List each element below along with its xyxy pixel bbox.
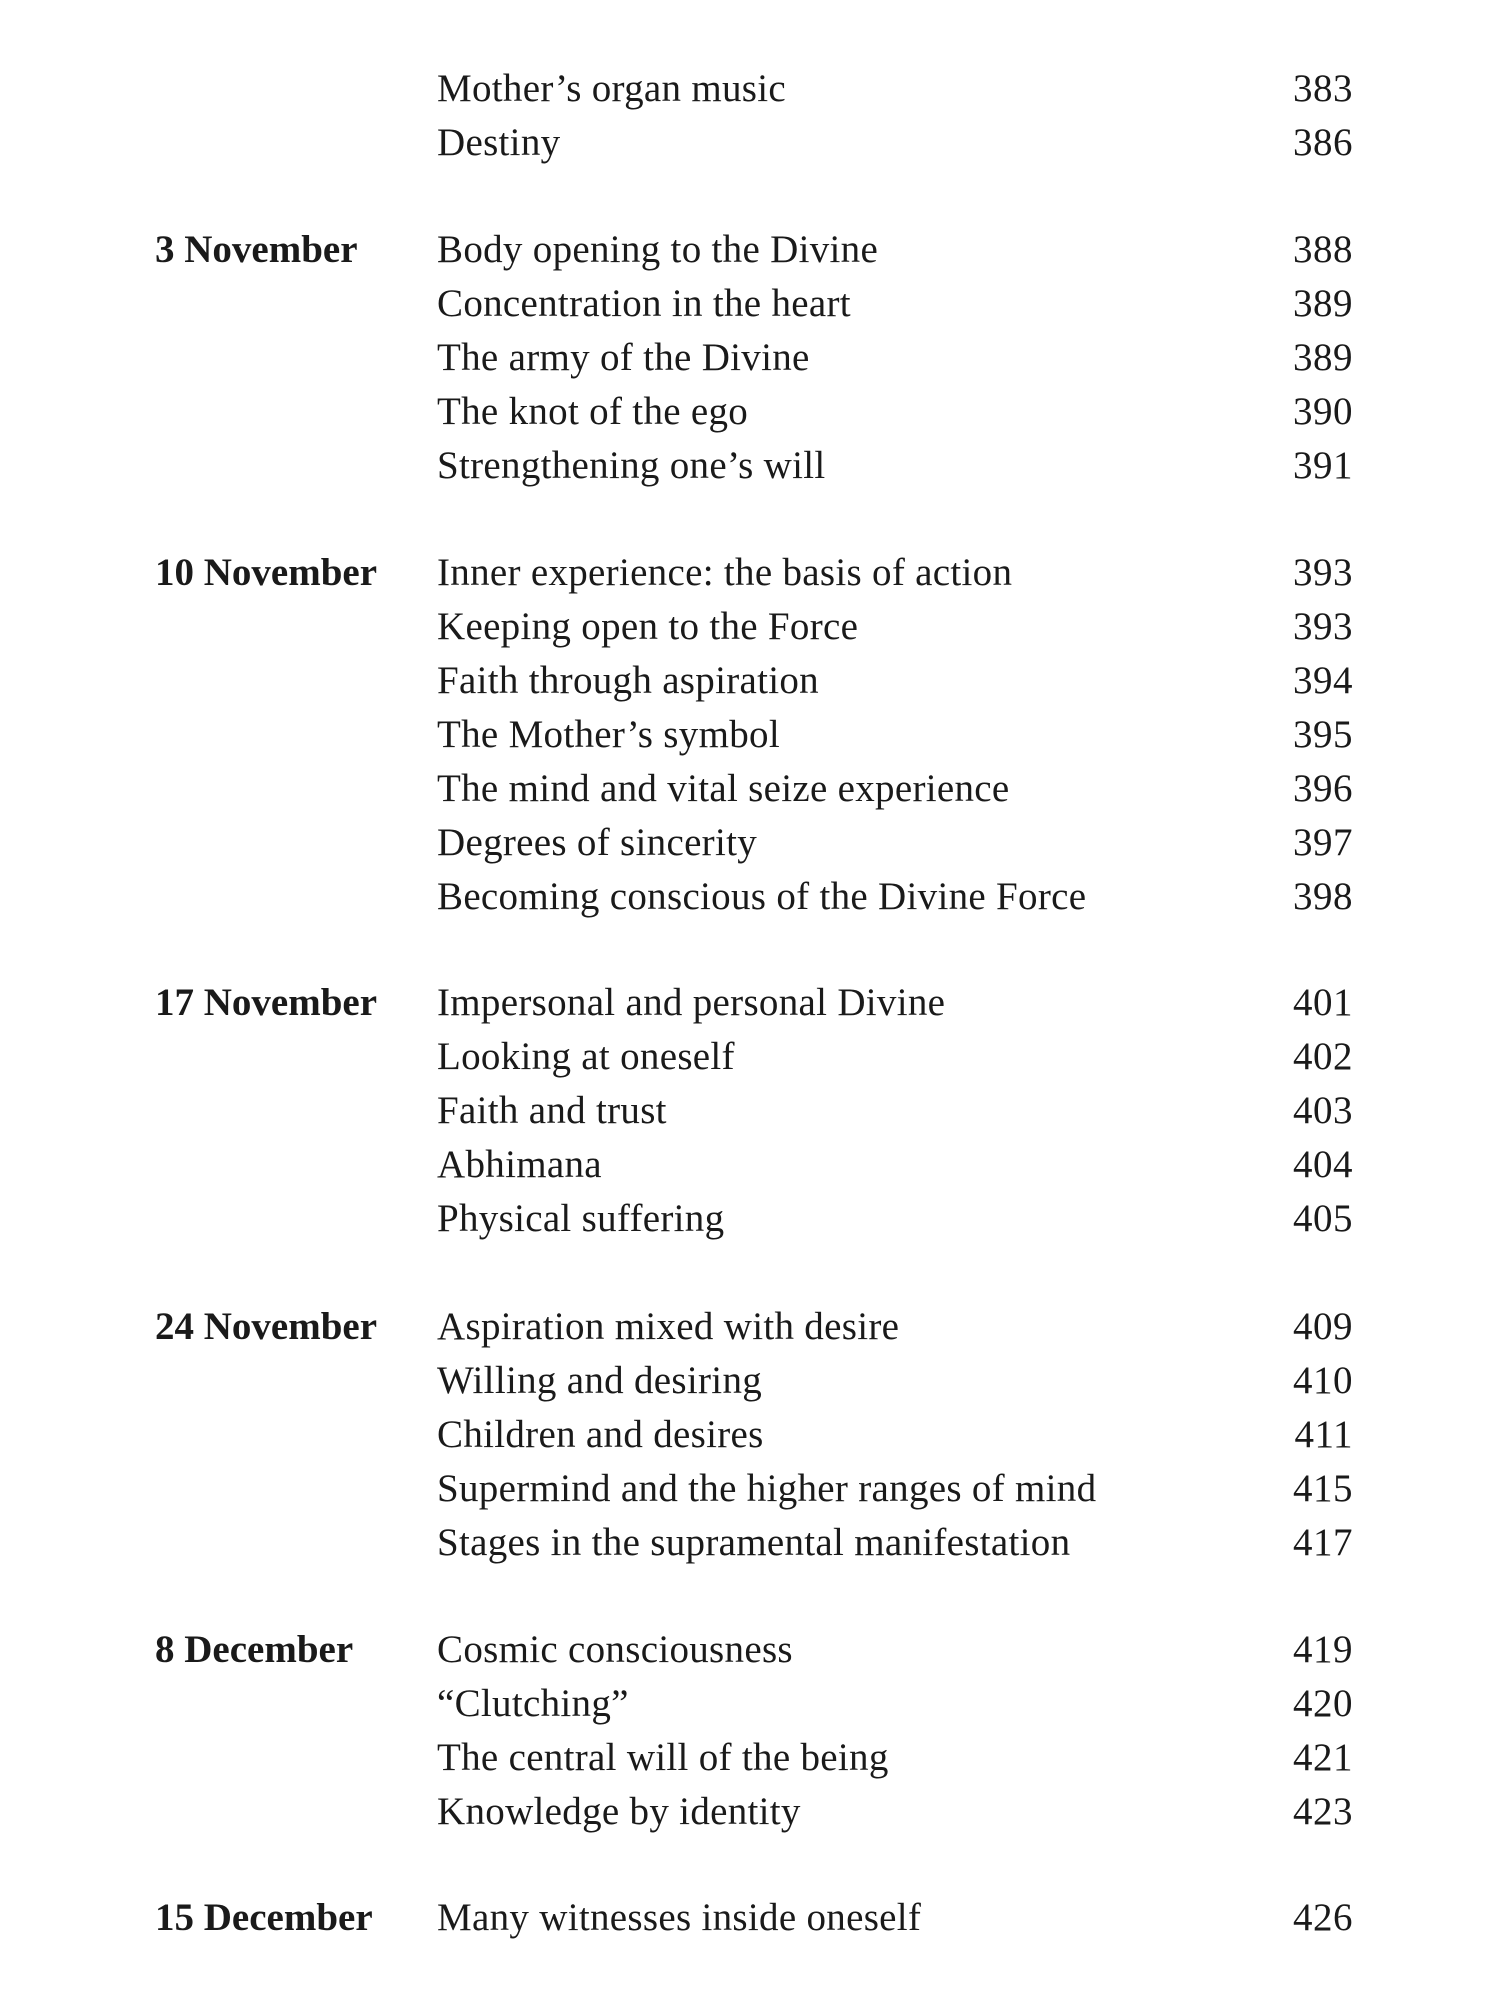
toc-entry <box>0 1192 1500 1246</box>
section-date: 3 November <box>155 228 358 271</box>
toc-entry <box>0 331 1500 385</box>
entry-page-number: 421 <box>1293 1736 1353 1779</box>
entry-page-number: 401 <box>1293 981 1353 1024</box>
toc-section <box>0 976 1500 1246</box>
toc-entry <box>0 385 1500 439</box>
toc-entry <box>0 1084 1500 1138</box>
entry-page-number: 411 <box>1294 1413 1353 1456</box>
toc-entry <box>0 1623 1500 1677</box>
entry-title: Physical suffering <box>437 1197 725 1240</box>
toc-entry <box>0 223 1500 277</box>
entry-title: Supermind and the higher ranges of mind <box>437 1467 1097 1510</box>
entry-title: Children and desires <box>437 1413 764 1456</box>
toc-entry <box>0 762 1500 816</box>
entry-title: Faith and trust <box>437 1089 667 1132</box>
toc-entry <box>0 439 1500 493</box>
entry-title: Looking at oneself <box>437 1035 735 1078</box>
entry-page-number: 405 <box>1293 1197 1353 1240</box>
toc-section <box>0 1891 1500 1945</box>
entry-page-number: 410 <box>1293 1359 1353 1402</box>
entry-page-number: 390 <box>1293 390 1353 433</box>
entry-title: Aspiration mixed with desire <box>437 1305 900 1348</box>
toc-entry <box>0 1300 1500 1354</box>
toc-entry <box>0 1785 1500 1839</box>
entry-page-number: 389 <box>1293 282 1353 325</box>
entry-title: Degrees of sincerity <box>437 821 758 864</box>
entry-title: Cosmic consciousness <box>437 1628 793 1671</box>
entry-title: Body opening to the Divine <box>437 228 879 271</box>
toc-entry <box>0 870 1500 924</box>
entry-title: Concentration in the heart <box>437 282 851 325</box>
entry-page-number: 420 <box>1293 1682 1353 1725</box>
section-date: 8 December <box>155 1628 354 1671</box>
toc-section <box>0 62 1500 170</box>
entry-page-number: 393 <box>1293 605 1353 648</box>
entry-title: The mind and vital seize experience <box>437 767 1010 810</box>
entry-page-number: 415 <box>1293 1467 1353 1510</box>
toc-entry <box>0 1516 1500 1570</box>
entry-title: The army of the Divine <box>437 336 810 379</box>
entry-page-number: 423 <box>1293 1790 1353 1833</box>
section-date: 10 November <box>155 551 378 594</box>
entry-page-number: 426 <box>1293 1896 1353 1939</box>
entry-title: Strengthening one’s will <box>437 444 826 487</box>
entry-page-number: 386 <box>1293 121 1353 164</box>
toc-entry <box>0 1462 1500 1516</box>
entry-title: Knowledge by identity <box>437 1790 801 1833</box>
toc-entry <box>0 546 1500 600</box>
entry-page-number: 383 <box>1293 67 1353 110</box>
entry-page-number: 403 <box>1293 1089 1353 1132</box>
entry-page-number: 388 <box>1293 228 1353 271</box>
entry-title: Keeping open to the Force <box>437 605 859 648</box>
entry-title: “Clutching” <box>437 1682 629 1725</box>
entry-page-number: 402 <box>1293 1035 1353 1078</box>
entry-page-number: 397 <box>1293 821 1353 864</box>
entry-page-number: 409 <box>1293 1305 1353 1348</box>
entry-page-number: 419 <box>1293 1628 1353 1671</box>
toc-section <box>0 1300 1500 1570</box>
entry-title: Impersonal and personal Divine <box>437 981 946 1024</box>
entry-title: Inner experience: the basis of action <box>437 551 1013 594</box>
entry-title: Destiny <box>437 121 561 164</box>
entry-page-number: 391 <box>1293 444 1353 487</box>
toc-entry <box>0 1408 1500 1462</box>
entry-title: The central will of the being <box>437 1736 889 1779</box>
section-date: 24 November <box>155 1305 378 1348</box>
section-date: 15 December <box>155 1896 373 1939</box>
toc-entry <box>0 1354 1500 1408</box>
entry-title: Mother’s organ music <box>437 67 787 110</box>
toc-entry <box>0 1138 1500 1192</box>
entry-page-number: 396 <box>1293 767 1353 810</box>
entry-page-number: 389 <box>1293 336 1353 379</box>
entry-page-number: 394 <box>1293 659 1353 702</box>
entry-title: The knot of the ego <box>437 390 749 433</box>
section-date: 17 November <box>155 981 378 1024</box>
entry-title: Becoming conscious of the Divine Force <box>437 875 1087 918</box>
entry-title: Faith through aspiration <box>437 659 819 702</box>
toc-entry <box>0 600 1500 654</box>
toc-entry <box>0 1731 1500 1785</box>
entry-title: Many witnesses inside oneself <box>437 1896 922 1939</box>
entry-page-number: 417 <box>1293 1521 1353 1564</box>
toc-entry <box>0 62 1500 116</box>
toc-section <box>0 1623 1500 1839</box>
entry-title: Abhimana <box>437 1143 602 1186</box>
toc-entry <box>0 976 1500 1030</box>
entry-page-number: 395 <box>1293 713 1353 756</box>
toc-entry <box>0 1030 1500 1084</box>
toc-section <box>0 223 1500 493</box>
toc-entry <box>0 654 1500 708</box>
entry-title: Stages in the supramental manifestation <box>437 1521 1071 1564</box>
toc-entry <box>0 277 1500 331</box>
toc-entry <box>0 1677 1500 1731</box>
entry-page-number: 393 <box>1293 551 1353 594</box>
toc-entry <box>0 116 1500 170</box>
toc-entry <box>0 1891 1500 1945</box>
entry-page-number: 404 <box>1293 1143 1353 1186</box>
toc-entry <box>0 816 1500 870</box>
toc-entry <box>0 708 1500 762</box>
entry-title: The Mother’s symbol <box>437 713 780 756</box>
entry-title: Willing and desiring <box>437 1359 763 1402</box>
toc-section <box>0 546 1500 924</box>
entry-page-number: 398 <box>1293 875 1353 918</box>
